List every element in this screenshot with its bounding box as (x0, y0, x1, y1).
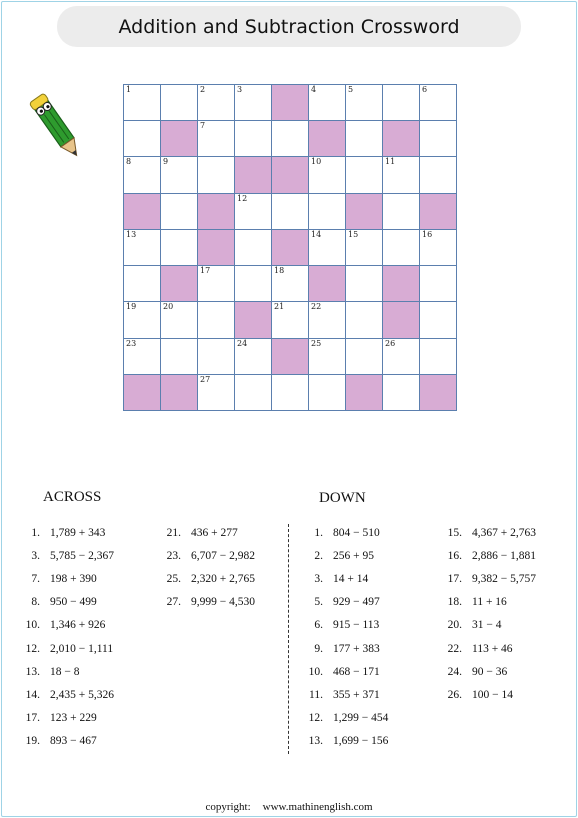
clue-item (14, 710, 97, 726)
grid-cell-blocked (161, 266, 198, 302)
grid-cell[interactable] (161, 85, 198, 121)
grid-cell[interactable] (124, 266, 161, 302)
clue-item-expression: 198 + 390 (50, 573, 97, 586)
grid-cell-blocked (235, 157, 272, 193)
clue-item-number: 3. (314, 573, 323, 586)
clue-number: 18 (274, 266, 285, 276)
grid-cell[interactable] (420, 85, 457, 121)
grid-cell[interactable] (383, 193, 420, 229)
clue-item (297, 664, 380, 680)
clue-number: 9 (163, 157, 169, 167)
grid-cell[interactable] (346, 85, 383, 121)
clue-item-expression: 929 − 497 (333, 596, 380, 609)
clue-item (436, 641, 513, 657)
grid-row (124, 85, 457, 121)
grid-cell[interactable] (161, 302, 198, 338)
grid-cell[interactable] (124, 85, 161, 121)
grid-cell-blocked (383, 302, 420, 338)
column-divider (288, 524, 289, 754)
grid-cell[interactable] (124, 157, 161, 193)
grid-cell[interactable] (420, 302, 457, 338)
grid-cell[interactable] (198, 374, 235, 410)
grid-cell-blocked (124, 193, 161, 229)
grid-cell-blocked (235, 302, 272, 338)
grid-cell[interactable] (346, 266, 383, 302)
clue-number: 5 (348, 85, 354, 94)
clue-item-expression: 1,346 + 926 (50, 619, 106, 632)
grid-cell[interactable] (161, 338, 198, 374)
grid-cell-blocked (272, 229, 309, 265)
clue-number: 4 (311, 85, 317, 94)
grid-cell[interactable] (161, 157, 198, 193)
clue-item-number: 3. (31, 550, 40, 563)
clue-number: 14 (311, 229, 322, 239)
clue-number: 1 (126, 85, 132, 94)
clue-item (155, 571, 255, 587)
grid-cell[interactable] (346, 121, 383, 157)
clue-number: 20 (163, 302, 174, 312)
clue-item (297, 548, 374, 564)
grid-cell[interactable] (309, 374, 346, 410)
clue-item (155, 525, 238, 541)
clue-item-expression: 2,010 − 1,111 (50, 642, 114, 655)
clue-number: 16 (422, 229, 433, 239)
clue-number: 10 (311, 157, 322, 167)
grid-cell[interactable] (124, 121, 161, 157)
grid-cell-blocked (161, 121, 198, 157)
clue-item-number: 24. (447, 665, 462, 678)
clue-item-expression: 893 − 467 (50, 734, 97, 747)
clue-item-expression: 1,789 + 343 (50, 527, 106, 539)
grid-cell[interactable] (235, 85, 272, 121)
grid-cell[interactable] (309, 229, 346, 265)
clue-item-number: 15. (447, 527, 462, 539)
clue-item-number: 17. (25, 711, 40, 724)
across-heading: ACROSS (43, 489, 102, 505)
clue-number: 6 (422, 85, 428, 94)
grid-cell-blocked (346, 374, 383, 410)
grid-cell[interactable] (198, 266, 235, 302)
grid-cell[interactable] (235, 374, 272, 410)
grid-row (124, 229, 457, 265)
clue-item-expression: 123 + 229 (50, 711, 97, 724)
clue-item-expression: 950 − 499 (50, 596, 97, 609)
grid-cell[interactable] (383, 374, 420, 410)
clue-item-number: 13. (308, 734, 323, 747)
clue-number: 8 (126, 157, 132, 167)
grid-cell[interactable] (420, 266, 457, 302)
copyright-site: www.mathinenglish.com (262, 801, 373, 813)
clue-item-expression: 2,320 + 2,765 (191, 573, 255, 586)
grid-row (124, 193, 457, 229)
clue-item-number: 10. (308, 665, 323, 678)
grid-row (124, 374, 457, 410)
clue-item-number: 27. (166, 596, 181, 609)
clue-item (436, 687, 513, 703)
clue-number: 24 (237, 338, 248, 348)
clue-item (297, 710, 388, 726)
clue-number: 17 (200, 266, 211, 276)
clue-item-number: 23. (166, 550, 181, 563)
clue-item (297, 733, 388, 749)
clue-item-expression: 9,382 − 5,757 (472, 573, 536, 586)
grid-cell[interactable] (235, 266, 272, 302)
clue-item-number: 12. (308, 711, 323, 724)
grid-cell[interactable] (346, 157, 383, 193)
grid-row (124, 266, 457, 302)
clue-number: 2 (200, 85, 206, 94)
clue-item-expression: 90 − 36 (472, 665, 508, 678)
clue-item-expression: 100 − 14 (472, 688, 513, 701)
grid-cell[interactable] (124, 302, 161, 338)
grid-cell[interactable] (420, 338, 457, 374)
clue-item (14, 664, 80, 680)
clue-item-expression: 804 − 510 (333, 527, 380, 539)
grid-cell[interactable] (272, 374, 309, 410)
clue-item-expression: 113 + 46 (472, 642, 513, 655)
grid-cell[interactable] (420, 157, 457, 193)
clue-number: 26 (385, 338, 396, 348)
clue-item-number: 11. (309, 688, 323, 701)
title-bar (57, 6, 521, 47)
clue-item-number: 13. (25, 665, 40, 678)
clue-item-expression: 5,785 − 2,367 (50, 550, 114, 563)
grid-cell[interactable] (235, 229, 272, 265)
grid-cell[interactable] (383, 157, 420, 193)
clue-item-number: 17. (447, 573, 462, 586)
grid-cell[interactable] (198, 157, 235, 193)
clue-item (14, 733, 97, 749)
clue-number: 25 (311, 338, 322, 348)
grid-cell[interactable] (235, 193, 272, 229)
grid-cell[interactable] (161, 229, 198, 265)
page-title: Addition and Subtraction Crossword (118, 15, 460, 38)
clue-item (436, 571, 536, 587)
clue-item-expression: 1,299 − 454 (333, 711, 389, 724)
clue-item-number: 9. (314, 642, 323, 655)
grid-cell[interactable] (383, 85, 420, 121)
clue-item-expression: 256 + 95 (333, 550, 374, 563)
clue-item (436, 548, 536, 564)
clue-item-expression: 4,367 + 2,763 (472, 527, 536, 539)
clue-number: 11 (385, 157, 396, 167)
clue-item (436, 525, 536, 541)
grid-cell[interactable] (346, 338, 383, 374)
clue-item-expression: 355 + 371 (333, 688, 380, 701)
grid-cell[interactable] (309, 85, 346, 121)
clue-item (436, 617, 502, 633)
grid-cell-blocked (124, 374, 161, 410)
clue-number: 22 (311, 302, 322, 312)
grid-cell[interactable] (272, 121, 309, 157)
clue-item-number: 5. (314, 596, 323, 609)
clue-item-number: 19. (25, 734, 40, 747)
clue-item-number: 2. (314, 550, 323, 563)
grid-cell[interactable] (161, 193, 198, 229)
grid-cell[interactable] (309, 302, 346, 338)
grid-cell[interactable] (309, 193, 346, 229)
clue-item-number: 16. (447, 550, 462, 563)
clue-item-expression: 18 − 8 (50, 665, 80, 678)
grid-cell-blocked (198, 193, 235, 229)
clue-number: 7 (200, 121, 206, 131)
copyright-label: copyright: (205, 801, 251, 813)
clue-item-number: 25. (166, 573, 181, 586)
grid-cell-blocked (346, 193, 383, 229)
clue-item (297, 594, 380, 610)
clue-item (297, 617, 379, 633)
grid-cell[interactable] (198, 121, 235, 157)
clue-item (14, 525, 105, 541)
clue-item-expression: 2,886 − 1,881 (472, 550, 536, 563)
clue-number: 12 (237, 193, 248, 203)
clue-item (14, 641, 113, 657)
grid-cell[interactable] (309, 157, 346, 193)
clue-item-expression: 2,435 + 5,326 (50, 688, 114, 701)
clue-item-expression: 14 + 14 (333, 573, 369, 586)
crossword-grid (123, 84, 457, 411)
clue-item-expression: 177 + 383 (333, 642, 380, 655)
clue-number: 15 (348, 229, 359, 239)
clue-item-number: 1. (314, 527, 323, 539)
clue-item-number: 21. (166, 527, 181, 539)
down-heading: DOWN (319, 490, 366, 506)
clue-item-expression: 468 − 171 (333, 665, 380, 678)
clue-item (14, 548, 114, 564)
grid-cell-blocked (383, 266, 420, 302)
grid-cell-blocked (383, 121, 420, 157)
clue-item-number: 7. (31, 573, 40, 586)
grid-cell[interactable] (383, 338, 420, 374)
clue-item-expression: 31 − 4 (472, 619, 502, 632)
grid-cell-blocked (272, 85, 309, 121)
footer (0, 801, 578, 813)
grid-row (124, 121, 457, 157)
grid-cell[interactable] (346, 229, 383, 265)
clue-item (14, 594, 97, 610)
clue-number: 19 (126, 302, 137, 312)
grid-row (124, 338, 457, 374)
grid-cell-blocked (198, 229, 235, 265)
clue-item (155, 594, 255, 610)
grid-cell-blocked (272, 338, 309, 374)
clue-item-expression: 6,707 − 2,982 (191, 550, 255, 563)
clue-number: 3 (237, 85, 243, 94)
grid-cell-blocked (272, 157, 309, 193)
clue-item-number: 26. (447, 688, 462, 701)
clue-item-expression: 436 + 277 (191, 527, 238, 539)
grid-cell[interactable] (383, 229, 420, 265)
clue-item (14, 617, 105, 633)
grid-cell-blocked (309, 121, 346, 157)
grid-cell-blocked (161, 374, 198, 410)
clue-item-number: 18. (447, 596, 462, 609)
clue-item (14, 687, 114, 703)
clue-item-expression: 1,699 − 156 (333, 734, 389, 747)
clue-item (297, 641, 380, 657)
grid-cell[interactable] (124, 229, 161, 265)
grid-cell[interactable] (198, 338, 235, 374)
grid-cell[interactable] (235, 338, 272, 374)
grid-cell-blocked (420, 193, 457, 229)
clue-item (14, 571, 97, 587)
grid-cell[interactable] (420, 229, 457, 265)
grid-cell[interactable] (198, 302, 235, 338)
clue-item-number: 10. (25, 619, 40, 632)
clue-number: 27 (200, 374, 211, 384)
clue-item-expression: 9,999 − 4,530 (191, 596, 255, 609)
clue-item (436, 594, 507, 610)
clue-item-expression: 915 − 113 (333, 619, 380, 632)
grid-cell[interactable] (198, 85, 235, 121)
grid-cell-blocked (309, 266, 346, 302)
clue-item (436, 664, 507, 680)
grid-cell[interactable] (420, 121, 457, 157)
grid-row (124, 302, 457, 338)
clue-item-number: 1. (31, 527, 40, 539)
clue-item-number: 22. (447, 642, 462, 655)
clue-item (297, 687, 380, 703)
grid-cell[interactable] (272, 193, 309, 229)
clue-number: 21 (274, 302, 285, 312)
grid-cell[interactable] (272, 302, 309, 338)
clue-item-number: 8. (31, 596, 40, 609)
clue-item (155, 548, 255, 564)
clue-item-number: 14. (25, 688, 40, 701)
grid-cell[interactable] (309, 338, 346, 374)
clue-item (297, 571, 368, 587)
grid-cell[interactable] (235, 121, 272, 157)
clue-number: 13 (126, 229, 137, 239)
grid-cell[interactable] (124, 338, 161, 374)
grid-cell-blocked (420, 374, 457, 410)
clue-item-expression: 11 + 16 (472, 596, 507, 609)
clue-item-number: 12. (25, 642, 40, 655)
clue-item-number: 20. (447, 619, 462, 632)
clue-item (297, 525, 380, 541)
clue-item-number: 6. (314, 619, 323, 632)
pencil-mascot-icon (28, 86, 84, 166)
clue-number: 23 (126, 338, 137, 348)
grid-row (124, 157, 457, 193)
grid-cell[interactable] (272, 266, 309, 302)
grid-cell[interactable] (346, 302, 383, 338)
